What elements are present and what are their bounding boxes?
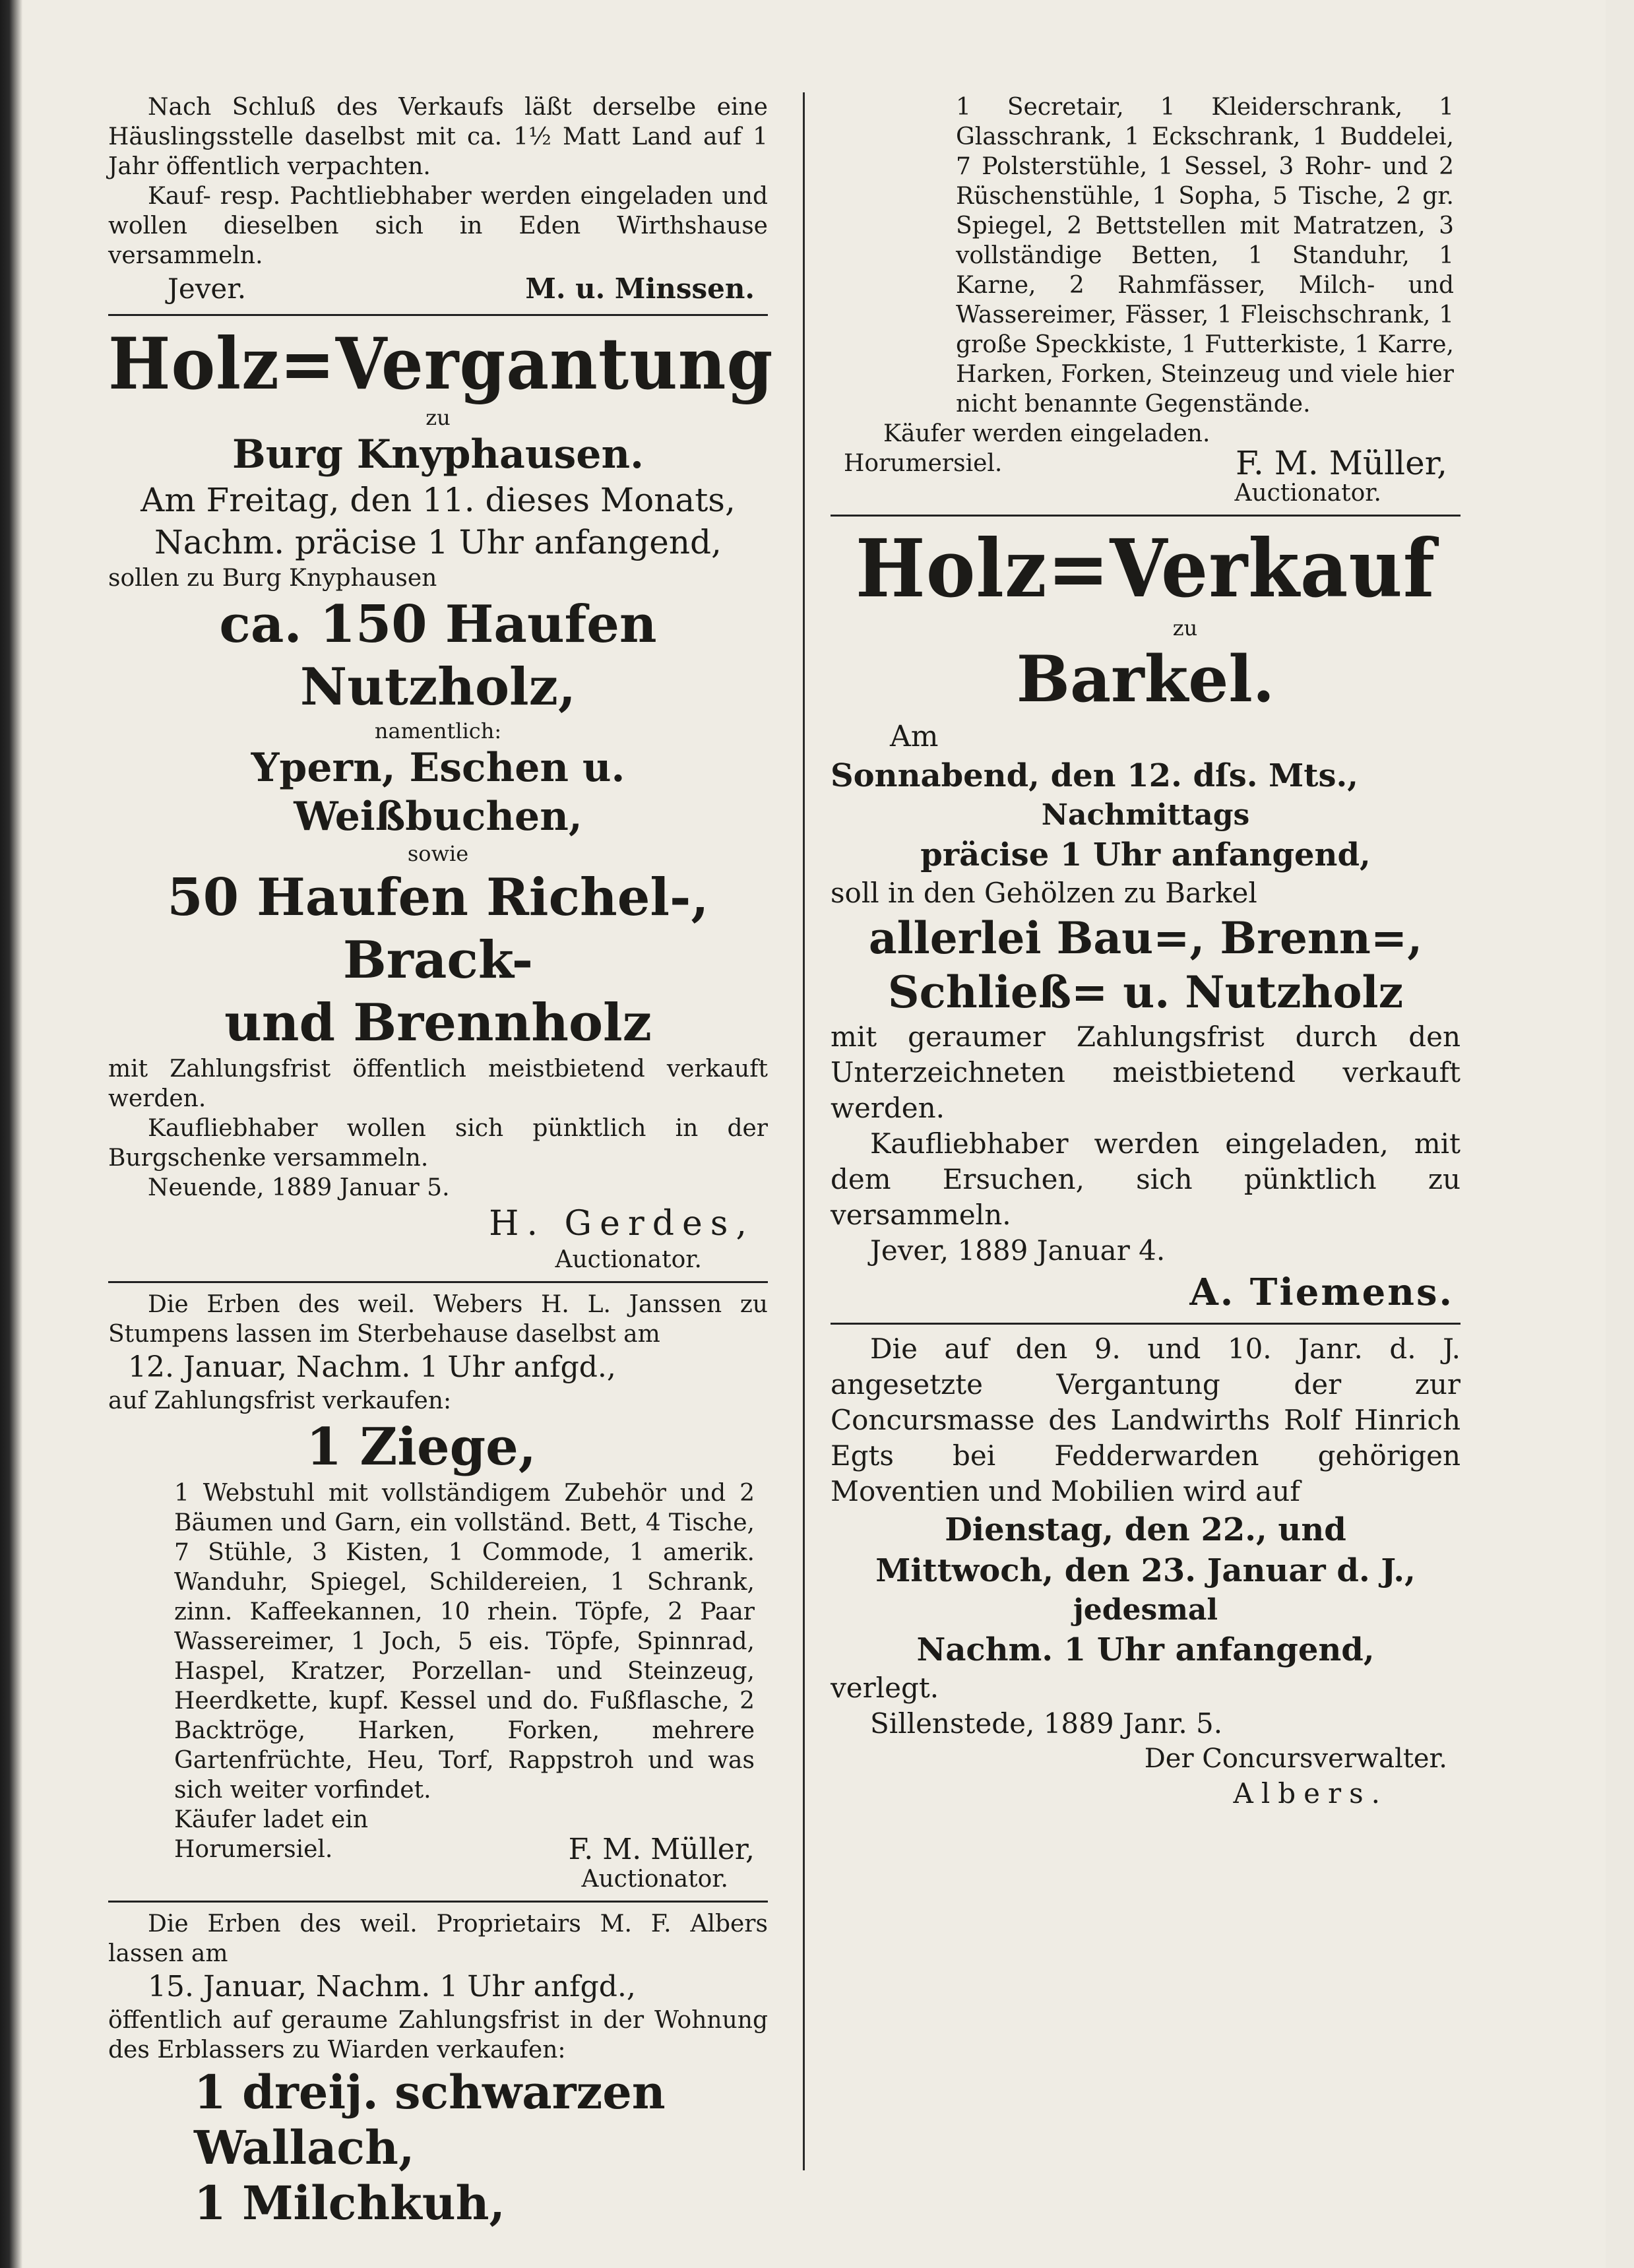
item: 1 Milchkuh, xyxy=(194,2176,505,2230)
dateline: Sillenstede, 1889 Janr. 5. xyxy=(870,1707,1223,1740)
time: präcise 1 Uhr anfangend, xyxy=(920,836,1371,873)
divider xyxy=(108,1281,768,1283)
time-line: Nachm. präcise 1 Uhr anfangend, xyxy=(154,523,722,561)
ad-holz-verkauf xyxy=(831,523,1461,1316)
book-binding-edge xyxy=(0,0,22,2268)
divider xyxy=(831,515,1461,517)
signer: A. Tiemens. xyxy=(1189,1271,1454,1314)
date-line: Am Freitag, den 11. dieses Monats, xyxy=(141,481,736,519)
ad-janssen-estate xyxy=(108,1290,768,1894)
ad-text: Kauf- resp. Pachtliebhaber werden eingeladen und wollen dieselben sich in Eden Wirthshause versammeln. xyxy=(108,183,768,269)
headline: Holz=Vergantung xyxy=(108,321,774,406)
location: Burg Knyphausen. xyxy=(232,431,644,478)
item: 1 dreij. schwarzen Wallach, xyxy=(194,2065,666,2175)
signature-line xyxy=(108,1835,768,1864)
place: Horumersiel. xyxy=(174,1836,333,1863)
terms: mit geraumer Zahlungsfrist durch den Unterzeichneten meistbietend verkauft werden. xyxy=(831,1021,1461,1124)
ad-minssen-lease xyxy=(108,92,768,307)
signer: M. u. Minssen. xyxy=(525,272,755,305)
signature-line xyxy=(108,270,768,307)
text: namentlich: xyxy=(374,718,502,743)
terms: auf Zahlungsfrist verkaufen: xyxy=(108,1387,452,1414)
date: Mittwoch, den 23. Januar d. J., xyxy=(875,1552,1416,1589)
item-list: 1 Webstuhl mit vollständigem Zubehör und 2 Bäumen und Garn, ein vollständ. Bett, 4 Tische, 7 Stühle, 3 Kisten, 1 Commode, 1 amerik. Wanduhr, Spiegel, Schildereien, 1 Schrank, zinn. Kaffeekannen, 10 rhein. Töpfe, 2 Paar Wassereimer, 1 Joch, 5 eis. Töpfe, Spinnrad, Haspel, Kratzer, Porzellan- und Steinzeug, Heerdkette, kupf. Kessel und do. Fußflasche, 2 Backtröge, Harken, Forken, mehrere Gartenfrüchte, Heu, Torf, Rappstroh und was sich weiter vorfindet. xyxy=(174,1480,755,1804)
place: Horumersiel. xyxy=(844,450,1003,477)
right-column xyxy=(831,92,1461,1811)
invite: Kaufliebhaber werden eingeladen, mit dem Ersuchen, sich pünktlich zu versammeln. xyxy=(831,1127,1461,1231)
buyers: Käufer ladet ein xyxy=(174,1806,369,1833)
divider xyxy=(108,1901,768,1903)
ad-text: Nach Schluß des Verkaufs läßt derselbe eine Häuslingsstelle daselbst mit ca. 1½ Matt Land auf 1 Jahr öffentlich verpachten. xyxy=(108,94,768,180)
jedesmal: jedesmal xyxy=(1073,1593,1218,1627)
ad-holz-vergantung xyxy=(108,321,774,1275)
ad-text: Die Erben des weil. Webers H. L. Janssen zu Stumpens lassen im Sterbehause daselbst am xyxy=(108,1291,768,1348)
text: sowie xyxy=(407,841,469,866)
signer-title: Auctionator. xyxy=(555,1246,702,1273)
signer: F. M. Müller, xyxy=(1236,444,1447,482)
zu-label: zu xyxy=(1172,615,1198,641)
dateline: Neuende, 1889 Januar 5. xyxy=(148,1174,450,1201)
signer: H. Gerdes, xyxy=(489,1204,755,1244)
signature-line xyxy=(831,444,1461,482)
item-detail: Ypern, Eschen u. Weißbuchen, xyxy=(251,745,625,840)
terms: öffentlich auf geraume Zahlungsfrist in der Wohnung des Erblassers zu Wiarden verkaufen: xyxy=(108,2007,768,2063)
item: Schließ= u. Nutzholz xyxy=(887,966,1404,1018)
signer: F. M. Müller, xyxy=(568,1833,755,1866)
text: soll in den Gehölzen zu Barkel xyxy=(831,877,1257,909)
am-label: Am xyxy=(890,720,939,753)
date: 12. Januar, Nachm. 1 Uhr anfgd., xyxy=(128,1350,616,1384)
signer-title: Auctionator. xyxy=(581,1866,728,1893)
item-list: 1 Secretair, 1 Kleiderschrank, 1 Glasschrank, 1 Eckschrank, 1 Buddelei, 7 Polsterstühle, 1 Sessel, 3 Rohr- und 2 Rüschenstühle, 1 Sopha, 5 Tische, 2 gr. Spiegel, 2 Bettstellen mit Matratzen, 3 vollständige Betten, 1 Standuhr, 1 Karne, 2 Rahmfässer, Milch- und Wassereimer, Fässer, 1 Fleischschrank, 1 große Speckkiste, 1 Futterkiste, 1 Karre, Harken, Forken, Steinzeug und viele hier nicht benannte Gegenstände. xyxy=(956,94,1454,418)
signer-title: Auctionator. xyxy=(1234,480,1381,507)
ad-concurs-egts xyxy=(831,1331,1461,1811)
buyers: Käufer werden eingeladen. xyxy=(883,420,1210,447)
text: sollen zu Burg Knyphausen xyxy=(108,565,437,592)
item: und Brennholz xyxy=(224,993,652,1053)
ad-albers-estate xyxy=(108,1909,768,2231)
ad-mueller-furniture xyxy=(831,92,1461,508)
headline: Holz=Verkauf xyxy=(855,522,1436,616)
dateline: Jever, 1889 Januar 4. xyxy=(870,1234,1166,1267)
date: Sonnabend, den 12. dſs. Mts., xyxy=(831,757,1358,794)
terms: mit Zahlungsfrist öffentlich meistbietend verkauft werden. xyxy=(108,1055,768,1112)
location: Barkel. xyxy=(1016,642,1275,716)
time: Nachm. 1 Uhr anfangend, xyxy=(916,1631,1375,1668)
signer-title: Der Concursverwalter. xyxy=(1144,1744,1447,1774)
date: Dienstag, den 22., und xyxy=(945,1511,1346,1548)
date: 15. Januar, Nachm. 1 Uhr anfgd., xyxy=(148,1970,636,2003)
verlegt: verlegt. xyxy=(831,1672,939,1704)
item: allerlei Bau=, Brenn=, xyxy=(868,912,1423,964)
left-column xyxy=(108,92,774,2231)
divider xyxy=(831,1323,1461,1325)
item: 1 Ziege, xyxy=(306,1417,536,1477)
invite: Kaufliebhaber wollen sich pünktlich in der Burgschenke versammeln. xyxy=(108,1115,768,1172)
item: ca. 150 Haufen Nutzholz, xyxy=(219,594,657,717)
column-divider xyxy=(803,92,805,2170)
signer: Albers. xyxy=(1233,1777,1388,1810)
ad-text: Die Erben des weil. Proprietairs M. F. Albers lassen am xyxy=(108,1910,768,1967)
nachmittags: Nachmittags xyxy=(1041,798,1250,832)
place: Jever. xyxy=(168,272,247,305)
newspaper-page xyxy=(22,0,1606,2268)
item: 50 Haufen Richel-, Brack- xyxy=(167,867,709,990)
zu-label: zu xyxy=(425,405,451,430)
ad-text: Die auf den 9. und 10. Janr. d. J. angesetzte Vergantung der zur Concursmasse des Landwirths Rolf Hinrich Egts bei Fedderwarden gehörigen Moventien und Mobilien wird auf xyxy=(831,1333,1461,1507)
divider xyxy=(108,314,768,316)
